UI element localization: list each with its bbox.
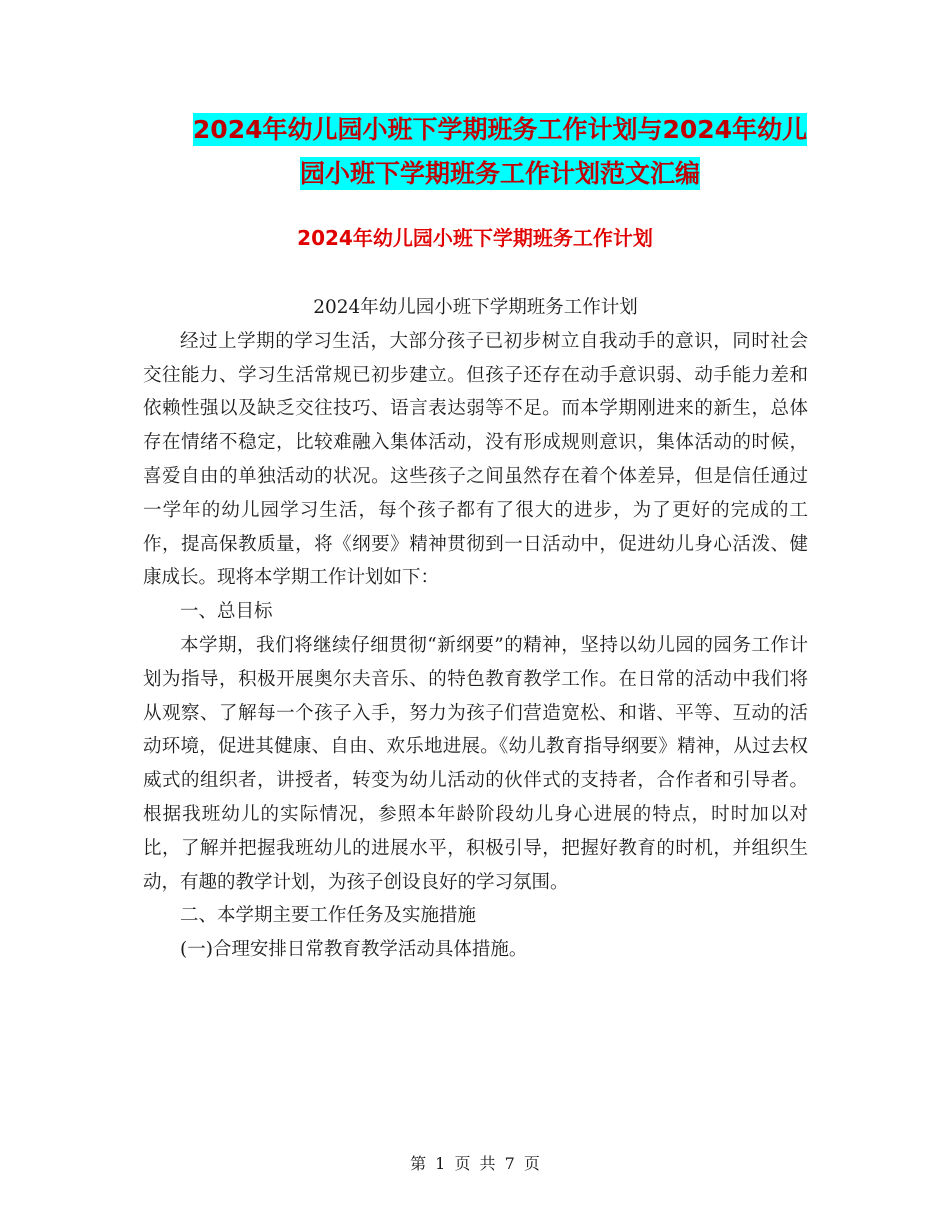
title-line-2: 园小班下学期班务工作计划范文汇编 bbox=[299, 159, 700, 188]
title-line-1: 2024年幼儿园小班下学期班务工作计划与2024年幼儿 bbox=[192, 115, 808, 144]
document-title bbox=[140, 108, 860, 196]
paragraph-heading-main-tasks: 二、本学期主要工作任务及实施措施 bbox=[180, 905, 477, 927]
paragraph-sub-heading-1: (一)合理安排日常教育教学活动具体措施。 bbox=[180, 939, 528, 961]
section-heading: 2024年幼儿园小班下学期班务工作计划 bbox=[297, 226, 653, 250]
paragraph-general-goal: 本学期，我们将继续仔细贯彻“新纲要”的精神，坚持以幼儿园的园务工作计划为指导，积极开展奥尔夫音乐、的特色教育教学工作。在日常的活动中我们将从观察、了解每一个孩子入手，努力为孩子们营造宽松、和谐、平等、互动的活动环境，促进其健康、自由、欢乐地进展。《幼儿教育指导纲要》精神，从过去权威式的组织者，讲授者，转变为幼儿活动的伙伴式的支持者，合作者和引导者。根据我班幼儿的实际情况，参照本年龄阶段幼儿身心进展的特点，时时加以对比，了解并把握我班幼儿的进展水平，积极引导，把握好教育的时机，并组织生动，有趣的教学计划，为孩子创设良好的学习氛围。 bbox=[143, 634, 808, 893]
paragraph-heading-general-goal: 一、总目标 bbox=[180, 601, 273, 623]
document-body bbox=[143, 291, 808, 967]
paragraph-plan-title: 2024年幼儿园小班下学期班务工作计划 bbox=[313, 297, 638, 318]
page-footer: 第 1 页 共 7 页 bbox=[410, 1154, 540, 1173]
paragraph-intro: 经过上学期的学习生活，大部分孩子已初步树立自我动手的意识，同时社会交往能力、学习生活常规已初步建立。但孩子还存在动手意识弱、动手能力差和依赖性强以及缺乏交往技巧、语言表达弱等不足。而本学期刚进来的新生，总体存在情绪不稳定，比较难融入集体活动，没有形成规则意识，集体活动的时候，喜爱自由的单独活动的状况。这些孩子之间虽然存在着个体差异，但是信任通过一学年的幼儿园学习生活，每个孩子都有了很大的进步，为了更好的完成的工作，提高保教质量，将《纲要》精神贯彻到一日活动中，促进幼儿身心活泼、健康成长。现将本学期工作计划如下： bbox=[143, 330, 808, 589]
